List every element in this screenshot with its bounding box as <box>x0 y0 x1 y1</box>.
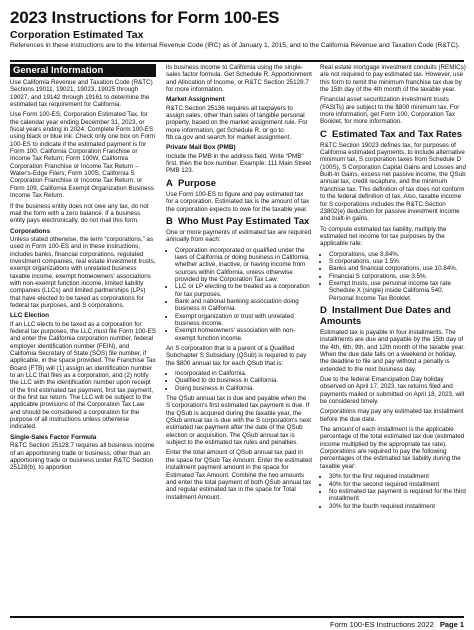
section-title: Installment Due Dates and Amounts <box>320 304 451 327</box>
list-item: • 40% for the second required installment <box>329 481 466 488</box>
page-subtitle: Corporation Estimated Tax <box>10 29 144 41</box>
reference-note: References in these instructions are to the Internal Revenue Code (IRC) as of January 1, 2015, and to the California Revenue and Taxation Code (R&TC). <box>10 42 460 49</box>
section-title: Who Must Pay Estimated Tax <box>178 215 310 227</box>
section-heading-estimated-tax <box>320 129 466 140</box>
section-letter: B <box>166 215 173 227</box>
list-item: • Qualified to do business in California. <box>175 377 312 384</box>
section-heading-installment-due-dates <box>320 305 466 327</box>
page-title: 2023 Instructions for Form 100-ES <box>10 8 280 27</box>
bullet-list <box>320 473 466 510</box>
header-rule <box>10 60 464 62</box>
paragraph: Real estate mortgage investment conduits (REMICs) are not required to pay estimated tax. However, use this form to remit the minimum franchise tax due by the 15th day of the 4th month of the taxable year. <box>320 64 466 94</box>
paragraph: its business income to California using the single-sales factor formula. Get Schedule R, Apportionment and Allocation of Income, or R&TC Section 25128.7 for more information. <box>166 64 312 94</box>
list-item: • 30% for the first required installment <box>329 473 466 480</box>
paragraph: If the business entity does not owe any tax, do not mail the form with a zero balance. If a business entity pays electronically, do not mail this form. <box>10 202 149 225</box>
list-item: • Exempt organization or trust with unrelated business income. <box>175 313 312 328</box>
list-item: • LLC or LP electing to be treated as a corporation for tax purposes. <box>175 283 312 298</box>
subheading-market-assignment: Market Assignment <box>166 96 225 104</box>
subheading-single-sales-factor: Single-Sales Factor Formula <box>10 433 97 441</box>
paragraph: Estimated tax is payable in four installments. The installments are due and payable by the 15th day of the 4th, 6th, 9th, and 12th month of the taxable year. When the due date falls on a weekend or holiday, the deadline to file and pay without a penalty is extended to the next business day. <box>320 328 465 373</box>
list-item: • Exempt homeowners' association with non-exempt function income. <box>175 327 312 342</box>
paragraph: R&TC Section 25128.7 requires all business income of an apportioning trade or business, other than an apportioning trade or business under R&TC Section 25128(b), to apportion <box>10 442 155 472</box>
paragraph: The amount of each installment is the applicable percentage of the total estimated tax due (estimated income multiplied by the appropriate tax rate). Corporations are required to pay the following percentages of the estimated tax liability during the taxable year: <box>320 426 465 470</box>
paragraph: Include the PMB in the address field. Write “PMB” first, then the box number. Example: 111 Main Street PMB 123. <box>166 152 311 175</box>
subheading-llc-election: LLC Election <box>10 312 50 320</box>
footer-text <box>330 620 464 629</box>
column-1 <box>10 64 156 475</box>
form-label: Form 100-ES Instructions 2022 <box>330 620 434 629</box>
subheading-corporations: Corporations <box>10 227 51 235</box>
section-letter: A <box>166 177 173 189</box>
list-item: • Doing business in California. <box>175 385 312 392</box>
list-item: • 30% for the fourth required installment <box>329 503 466 510</box>
paragraph: Unless stated otherwise, the term “corporations,” as used in Form 100-ES and in these instructions, includes banks, financial corporations, regulated investment companies, real estate investment trusts, exempt organizations with unrelated business taxable income, exempt homeowners' associations with non-exempt function income, limited liability companies (LLCs) and limited partnerships (LPs) that have elected to be taxed as corporations for federal tax purposes, and S corporations. <box>10 235 156 309</box>
list-item: • Banks and financial corporations, use 10.84%. <box>329 265 466 272</box>
paragraph: Use Form 100-ES, Corporation Estimated Tax, for the calendar year ending December 31, 2023, or fiscal years ending in 2024. Complete Form 100-ES using black or blue ink. Check only one box on Form 100-ES to indicate if the estimated payment is for Form 100, California Corporation Franchise or Income Tax Return; Form 100W, California Corporation Franchise or Income Tax Return – Water's-Edge Filers; Form 100S, California S Corporation Franchise or Income Tax Return; or Form 109, California Exempt Organization Business Income Tax Return. <box>10 111 156 200</box>
section-heading-who-must-pay <box>166 216 312 227</box>
paragraph: If an LLC elects to be taxed as a corporation for federal tax purposes, the LLC must file Form 100-ES and enter the California corporation number, federal employer identification number (FEIN), and California Secretary of State (SOS) file number, if applicable, in the space provided. The Franchise Tax Board (FTB) will (1) assign an identification number to an LLC that files as a corporation, and (2) notify the LLC with the identification number upon receipt of the first estimated tax payment, first tax payment, or the first tax return. The LLC will be subject to the applicable provisions of the Corporation Tax Law and should be considered a corporation for the purpose of all instructions unless otherwise indicated. <box>10 320 156 431</box>
document-header <box>10 8 464 50</box>
bullet-list <box>320 251 466 302</box>
paragraph: R&TC Section 19023 defines tax, for purposes of California estimated payments, to include alternative minimum tax, S corporation taxes from Schedule D (100S), S Corporation Capital Gains and Losses and Built-In Gains, excess net passive income, the QSub annual tax, credit recapture, and the minimum franchise tax. This definition of tax does not conform to the federal definition of tax. Also, taxable income for S corporations includes the R&TC Section 23802(e) deduction for passive investment income and built-in gains. <box>320 141 466 223</box>
list-item: • Corporations, use 8.84%. <box>329 251 466 258</box>
paragraph: Financial asset securitization investment trusts (FASITs) are subject to the $800 minimum tax. For more information, get Form 100, Corporation Tax Booklet, for more information. <box>320 96 460 126</box>
paragraph: Corporations may pay any estimated tax installment before the due date. <box>320 408 464 423</box>
paragraph: The QSub annual tax is due and payable when the S corporation's first estimated tax payment is due. If the QSub is acquired during the taxable year, the QSub annual tax is due with the S corporation's next estimated tax payment after the date of the QSub election or acquisition. The QSub annual tax is subject to the estimated tax rules and penalties. <box>166 395 312 447</box>
list-item: • Incorporated in California. <box>175 370 312 377</box>
section-heading-purpose <box>166 178 312 189</box>
list-item: • Bank and national banking association doing business in California. <box>175 298 312 313</box>
section-title: Purpose <box>178 177 217 189</box>
paragraph: One or more payments of estimated tax are required annually from each: <box>166 228 312 244</box>
subheading-private-mail-box: Private Mail Box (PMB) <box>166 144 236 152</box>
list-item: • Financial S corporations, use 3.5%. <box>329 273 466 280</box>
column-3 <box>320 64 466 513</box>
list-item: • No estimated tax payment is required for the third installment <box>329 488 466 503</box>
section-letter: D <box>320 304 327 316</box>
section-title: Estimated Tax and Tax Rates <box>332 128 463 140</box>
page-number: Page 1 <box>439 620 464 629</box>
list-item: • S corporations, use 1.5%. <box>329 258 466 265</box>
bullet-list <box>166 370 312 392</box>
paragraph: Use California Revenue and Taxation Code (R&TC) Sections 19011, 19021, 19023, 19025 through 19027, and 19142 through 19161 to determine the estimated tax requirement for California. <box>10 79 153 109</box>
paragraph: R&TC Section 25136 requires all taxpayers to assign sales, other than sales of tangible personal property, based on the market assignment rule. For more information, get Schedule R, or go to ftb.ca.gov and search for market assignment. <box>166 104 308 142</box>
paragraph: To compute estimated tax liability, multiply the estimated net income for tax purposes by the applicable rate: <box>320 225 447 248</box>
list-item: • Corporation incorporated or qualified under the laws of California or doing business in California, whether active, inactive, or having income from sources within California, unless otherwise provided by the Corporation Tax Law. <box>175 247 312 284</box>
list-item: • Exempt trusts, use personal income tax rate Schedule X (single) inside California 540, Personal Income Tax Booklet. <box>329 280 466 302</box>
section-letter: C <box>320 128 327 140</box>
paragraph: Enter the total amount of QSub annual tax paid in the space for QSub Tax Amount. Enter the estimated installment payment amount in the space for Estimated Tax Amount. Combine the two amounts and enter the total payment of both QSub annual tax and regular estimated tax in the space for Total Installment Amount. <box>166 449 312 501</box>
bullet-list <box>166 247 312 342</box>
paragraph: Use Form 100-ES to figure and pay estimated tax for a corporation. Estimated tax is the amount of tax the corporation expects to owe for the taxable year. <box>166 190 310 213</box>
paragraph: An S corporation that is a parent of a Qualified Subchapter S Subsidiary (QSub) is required to pay the $800 annual tax for each QSub that is: <box>166 345 307 367</box>
section-heading-general-information: General Information <box>10 64 156 77</box>
column-2 <box>166 64 312 504</box>
paragraph: Due to the federal Emancipation Day holiday observed on April 17, 2023, tax returns filed and payments mailed or submitted on April 18, 2023, will be considered timely. <box>320 376 465 406</box>
page-footer <box>10 616 464 629</box>
